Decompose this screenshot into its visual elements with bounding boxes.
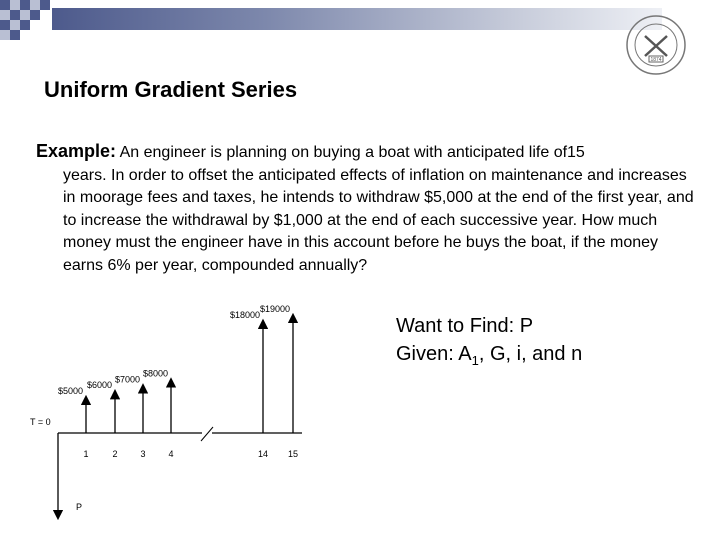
period-label-14: 14 xyxy=(257,449,269,459)
p-label: P xyxy=(76,502,83,512)
period-label-15: 15 xyxy=(287,449,299,459)
period-label-1: 1 xyxy=(83,449,89,459)
cash-flow-label-4: $8000 xyxy=(142,368,168,379)
t0-label: T = 0 xyxy=(30,417,51,427)
axis-break-mark xyxy=(201,427,213,441)
cash-flow-label-14: $18000 xyxy=(229,309,260,320)
period-label-3: 3 xyxy=(140,449,146,459)
want-to-find: Want to Find: P xyxy=(396,315,534,337)
given-line: Given: $A_1$, G, i, and n xyxy=(396,343,583,368)
period-label-2: 2 xyxy=(112,449,118,459)
period-label-4: 4 xyxy=(168,449,174,459)
example-body: years. In order to offset the anticipated effects of inflation on maintenance and increases in moorage fees and taxes, he intends to withdraw $5,000 at the end of the first year, and to increase the withdrawal by $1,000 at the end of each successive year. How much money must the engineer have in this account before he buys the boat, if the money earns 6% per year, compounded annually? xyxy=(63,166,694,274)
cash-flow-label-1: $5000 xyxy=(57,386,83,396)
cash-flow-label-15: $19000 xyxy=(259,304,290,314)
svg-text:1874: 1874 xyxy=(650,57,662,63)
example-first-line: An engineer is planning on buying a boat with anticipated life of15 xyxy=(116,144,585,161)
cash-flow-label-3: $7000 xyxy=(114,374,140,385)
slide-title: Uniform Gradient Series xyxy=(44,77,298,102)
example-label: Example: xyxy=(36,141,117,161)
cash-flow-label-2: $6000 xyxy=(86,380,112,391)
